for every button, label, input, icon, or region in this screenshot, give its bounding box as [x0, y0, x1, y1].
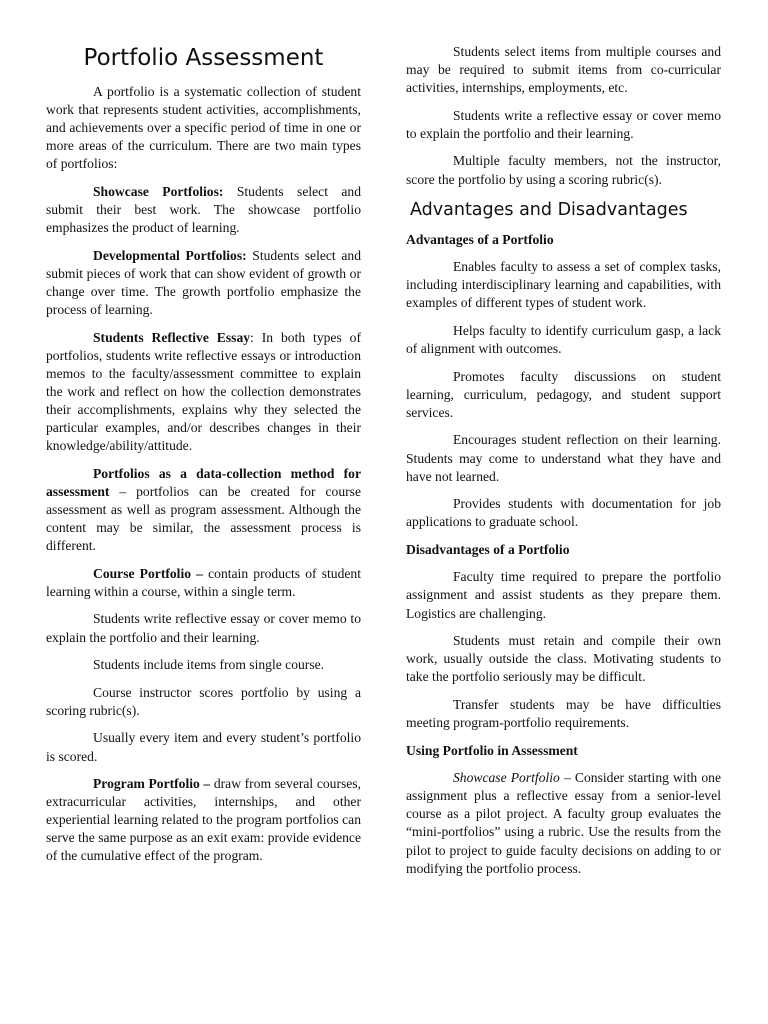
program-point: Students write a reflective essay or cover memo to explain the portfolio and their learning. — [406, 107, 721, 141]
data-collection-text: – portfolios can be created for course assessment as well as program assessment. Although the content may be similar, the assessment process is different. — [46, 483, 361, 554]
program-portfolio-text: draw from several courses, extracurricular activities, internships, and other experiential learning related to the program portfolios can serve the same purpose as an exit exam: provide evidence of the cumulative effect of the program. — [46, 776, 361, 864]
disadvantages-heading: Disadvantages of a Portfolio — [406, 541, 570, 557]
advantage-item: Encourages student reflection on their learning. Students may come to understand what they have and have not learned. — [406, 432, 721, 484]
data-collection-term: Portfolios as a data-collection method for assessment — [46, 465, 361, 499]
program-portfolio-term: Program Portfolio – — [93, 776, 211, 792]
using-portfolio-text: – Consider starting with one assignment plus a reflective essay from a senior-level course as a pilot project. A faculty group evaluates the “mini-portfolios” using a rubric. Use the results from the pilot to project to guide faculty decisions on adding to or modifying the portfolio process. — [406, 770, 721, 876]
right-column — [406, 0, 721, 887]
program-point: Students select items from multiple courses and may be required to submit items from co-curricular activities, internships, employments, etc. — [406, 44, 721, 96]
reflective-essay-paragraph — [46, 329, 361, 456]
course-point: Students write reflective essay or cover memo to explain the portfolio and their learning. — [46, 611, 361, 645]
advantages-heading: Advantages of a Portfolio — [406, 231, 554, 247]
program-point: Multiple faculty members, not the instructor, score the portfolio by using a scoring rubric(s). — [406, 153, 721, 187]
developmental-paragraph — [46, 247, 361, 319]
advantage-item: Enables faculty to assess a set of complex tasks, including interdisciplinary learning and capabilities, with examples of different types of student work. — [406, 259, 721, 311]
showcase-text: Students select and submit their best work. The showcase portfolio emphasizes the product of learning. — [46, 183, 361, 236]
left-column — [46, 0, 361, 875]
advantage-item: Provides students with documentation for job applications to graduate school. — [406, 496, 721, 530]
disadvantage-item: Faculty time required to prepare the portfolio assignment and assist students as they prepare them. Logistics are challenging. — [406, 569, 721, 621]
course-portfolio-text: contain products of student learning within a course, within a single term. — [46, 565, 361, 599]
page-title: Portfolio Assessment — [83, 45, 324, 71]
course-portfolio-term: Course Portfolio – — [93, 565, 203, 581]
course-point: Course instructor scores portfolio by using a scoring rubric(s). — [46, 684, 361, 718]
developmental-term: Developmental Portfolios: — [93, 247, 247, 263]
course-point: Students include items from single course. — [93, 657, 325, 673]
reflective-term: Students Reflective Essay — [93, 329, 251, 345]
using-portfolio-paragraph — [406, 769, 721, 878]
showcase-term: Showcase Portfolios: — [93, 183, 224, 199]
showcase-paragraph — [46, 183, 361, 237]
intro-paragraph: A portfolio is a systematic collection of student work that represents student activities, accomplishments, and achievements over a specific period of time in one or more areas of the curriculum. There are two main types of portfolios: — [46, 84, 361, 172]
disadvantage-item: Students must retain and compile their own work, usually outside the class. Motivating students to take the portfolio seriously may be difficult. — [406, 633, 721, 685]
disadvantage-item: Transfer students may be have difficulties meeting program-portfolio requirements. — [406, 696, 721, 731]
using-portfolio-heading: Using Portfolio in Assessment — [406, 742, 578, 758]
course-point: Usually every item and every student’s portfolio is scored. — [46, 730, 361, 764]
using-portfolio-term: Showcase Portfolio — [453, 770, 560, 786]
reflective-text: : In both types of portfolios, students write reflective essays or introduction memos to the faculty/assessment committee to explain the work and reflect on how the collection demonstrates their accomplishments, explains why they selected the particular examples, and/or describes changes in their knowledge/ability/attitude. — [46, 329, 361, 454]
advantage-item: Promotes faculty discussions on student learning, curriculum, pedagogy, and student support services. — [406, 368, 721, 420]
section-heading: Advantages and Disadvantages — [410, 199, 688, 220]
course-portfolio-paragraph — [46, 565, 361, 601]
developmental-text: Students select and submit pieces of work that can show evident of growth or change over time. The growth portfolio emphasize the process of learning. — [46, 247, 361, 318]
data-collection-paragraph — [46, 465, 361, 555]
program-portfolio-paragraph — [46, 775, 361, 865]
advantage-item: Helps faculty to identify curriculum gasp, a lack of alignment with outcomes. — [406, 322, 721, 357]
